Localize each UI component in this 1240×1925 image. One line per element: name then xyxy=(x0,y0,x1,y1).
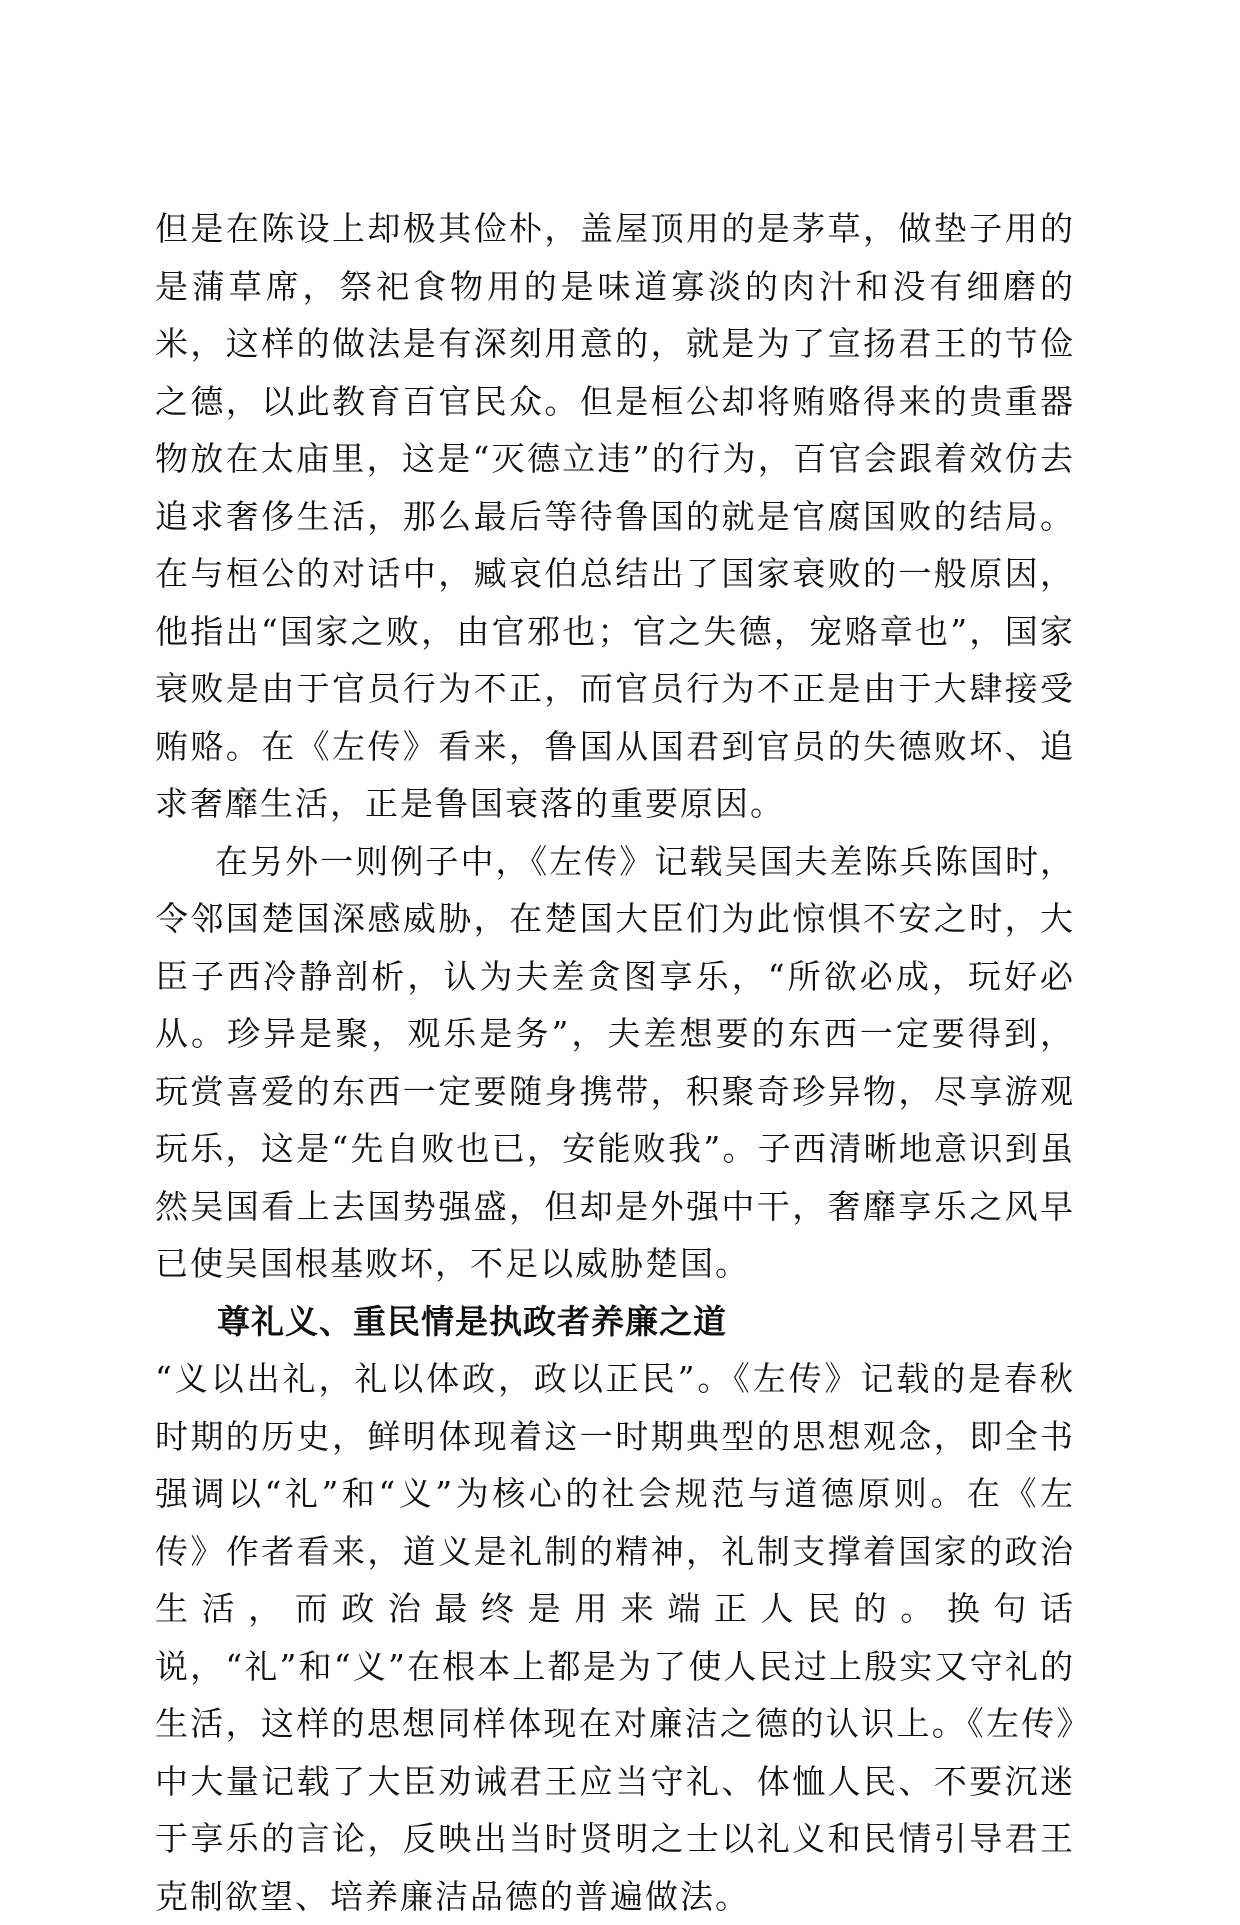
document-page xyxy=(155,200,1075,1925)
paragraph-wu-state: 在另外一则例子中，《左传》记载吴国夫差陈兵陈国时，令邻国楚国深感威胁，在楚国大臣们为此惊惧不安之时，大臣子西冷静剖析，认为夫差贪图享乐，“所欲必成，玩好必从。珍异是聚，观乐是务”，夫差想要的东西一定要得到，玩赏喜爱的东西一定要随身携带，积聚奇珍异物，尽享游观玩乐，这是“先自败也已，安能败我”。子西清晰地意识到虽然吴国看上去国势强盛，但却是外强中干，奢靡享乐之风早已使吴国根基败坏，不足以威胁楚国。 xyxy=(155,841,1075,1283)
section-heading: 尊礼义、重民情是执政者养廉之道 xyxy=(217,1301,727,1341)
paragraph-rites-and-righteousness: “义以出礼，礼以体政，政以正民”。《左传》记载的是春秋时期的历史，鲜明体现着这一时期典型的思想观念，即全书强调以“礼”和“义”为核心的社会规范与道德原则。在《左传》作者看来，道义是礼制的精神，礼制支撑着国家的政治生活，而政治最终是用来端正人民的。换句话说，“礼”和“义”在根本上都是为了使人民过上殷实又守礼的生活，这样的思想同样体现在对廉洁之德的认识上。《左传》中大量记载了大臣劝诫君王应当守礼、体恤人民、不要沉迷于享乐的言论，反映出当时贤明之士以礼义和民情引导君王克制欲望、培养廉洁品德的普遍做法。 xyxy=(155,1359,1075,1916)
paragraph-continued: 但是在陈设上却极其俭朴，盖屋顶用的是茅草，做垫子用的是蒲草席，祭祀食物用的是味道寡淡的肉汁和没有细磨的米，这样的做法是有深刻用意的，就是为了宣扬君王的节俭之德，以此教育百官民众。但是桓公却将贿赂得来的贵重器物放在太庙里，这是“灭德立违”的行为，百官会跟着效仿去追求奢侈生活，那么最后等待鲁国的就是官腐国败的结局。在与桓公的对话中，臧哀伯总结出了国家衰败的一般原因，他指出“国家之败，由官邪也；官之失德，宠赂章也”，国家衰败是由于官员行为不正，而官员行为不正是由于大肆接受贿赂。在《左传》看来，鲁国从国君到官员的失德败坏、追求奢靡生活，正是鲁国衰落的重要原因。 xyxy=(155,209,1075,823)
